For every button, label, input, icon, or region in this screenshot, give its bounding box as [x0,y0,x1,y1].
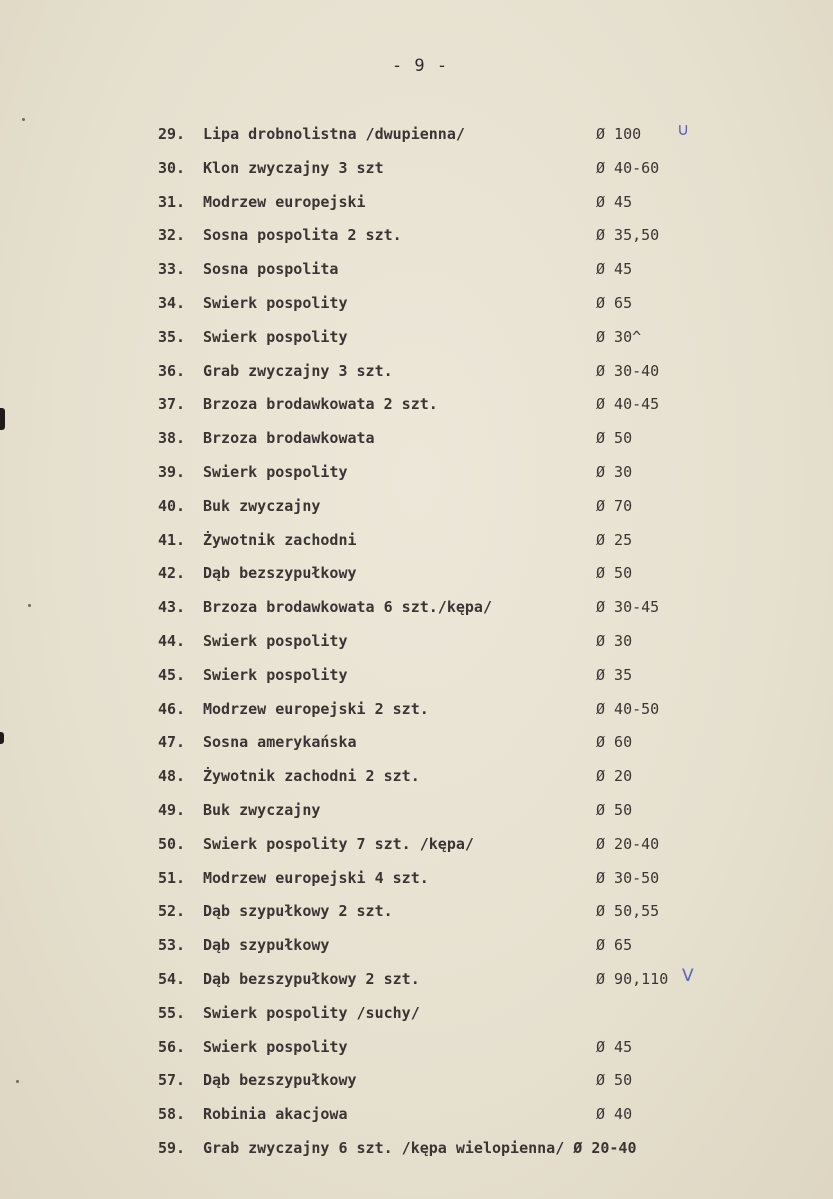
tree-species: Buk zwyczajny [203,497,321,515]
tree-species: Swierk pospolity [203,632,348,650]
tree-species: Swierk pospolity [203,294,348,312]
list-item [0,1137,833,1159]
list-item [0,934,833,956]
tree-species: Lipa drobnolistna /dwupienna/ [203,125,465,143]
item-number: 58. [158,1105,186,1123]
item-number: 55. [158,1004,186,1022]
list-item [0,157,833,179]
trunk-diameter: Ø 25 [596,531,633,549]
list-item [0,867,833,889]
item-number: 31. [158,193,186,211]
trunk-diameter: Ø 35,50 [596,226,660,244]
list-item [0,1103,833,1125]
trunk-diameter: Ø 100 [596,125,642,143]
list-item [0,731,833,753]
item-number: 36. [158,362,186,380]
trunk-diameter: Ø 45 [596,260,633,278]
item-number: 32. [158,226,186,244]
tree-species: Swierk pospolity /suchy/ [203,1004,420,1022]
tree-species: Brzoza brodawkowata 6 szt./kępa/ [203,598,492,616]
list-item [0,799,833,821]
paper-speck [16,1080,19,1083]
page-number: - 9 - [391,56,449,76]
list-item [0,360,833,382]
list-item [0,461,833,483]
tree-species: Swierk pospolity [203,328,348,346]
trunk-diameter: Ø 65 [596,936,633,954]
handwritten-check-mark: ∪ [677,120,690,140]
item-number: 35. [158,328,186,346]
list-item [0,224,833,246]
tree-species: Dąb bezszypułkowy [203,1071,357,1089]
item-number: 49. [158,801,186,819]
trunk-diameter: Ø 45 [596,1038,633,1056]
trunk-diameter: Ø 65 [596,294,633,312]
trunk-diameter: Ø 50 [596,801,633,819]
trunk-diameter: Ø 45 [596,193,633,211]
list-item [0,191,833,213]
list-item [0,968,833,990]
trunk-diameter: Ø 50 [596,1071,633,1089]
item-number: 51. [158,869,186,887]
tree-species: Sosna pospolita [203,260,339,278]
list-item [0,1002,833,1024]
list-item [0,292,833,314]
item-number: 50. [158,835,186,853]
tree-species: Swierk pospolity 7 szt. /kępa/ [203,835,474,853]
list-item [0,529,833,551]
list-item [0,630,833,652]
list-item [0,393,833,415]
tree-species: Żywotnik zachodni 2 szt. [203,767,420,785]
trunk-diameter: Ø 70 [596,497,633,515]
tree-species: Robinia akacjowa [203,1105,348,1123]
tree-species: Żywotnik zachodni [203,531,357,549]
item-number: 45. [158,666,186,684]
list-item [0,120,833,145]
item-number: 33. [158,260,186,278]
trunk-diameter: Ø 90,110 [596,970,669,988]
binding-hole-mark [0,732,4,744]
tree-species: Dąb szypułkowy [203,936,330,954]
binding-hole-mark [0,408,5,430]
item-number: 39. [158,463,186,481]
tree-species: Sosna amerykańska [203,733,357,751]
item-number: 56. [158,1038,186,1056]
item-number: 38. [158,429,186,447]
trunk-diameter: Ø 30 [596,632,633,650]
list-item [0,427,833,449]
trunk-diameter: Ø 40-60 [596,159,660,177]
tree-species: Swierk pospolity [203,463,348,481]
list-item [0,900,833,922]
tree-species: Brzoza brodawkowata [203,429,375,447]
list-item [0,596,833,618]
item-number: 46. [158,700,186,718]
trunk-diameter: Ø 30-50 [596,869,660,887]
item-number: 57. [158,1071,186,1089]
list-item [0,495,833,517]
trunk-diameter: Ø 50 [596,564,633,582]
list-item [0,698,833,720]
item-number: 53. [158,936,186,954]
trunk-diameter: Ø 20 [596,767,633,785]
item-number: 47. [158,733,186,751]
tree-species: Buk zwyczajny [203,801,321,819]
item-number: 42. [158,564,186,582]
item-number: 52. [158,902,186,920]
list-item [0,765,833,787]
trunk-diameter: Ø 30^ [596,328,642,346]
tree-species: Modrzew europejski 2 szt. [203,700,429,718]
trunk-diameter: Ø 50 [596,429,633,447]
item-number: 59. [158,1139,186,1157]
item-number: 41. [158,531,186,549]
tree-species: Swierk pospolity [203,666,348,684]
tree-species: Dąb bezszypułkowy [203,564,357,582]
item-number: 30. [158,159,186,177]
trunk-diameter: Ø 40-45 [596,395,660,413]
item-number: 54. [158,970,186,988]
tree-species: Klon zwyczajny 3 szt [203,159,384,177]
list-item [0,833,833,855]
trunk-diameter: Ø 35 [596,666,633,684]
list-item [0,562,833,584]
item-number: 48. [158,767,186,785]
tree-species: Brzoza brodawkowata 2 szt. [203,395,438,413]
item-number: 37. [158,395,186,413]
item-number: 44. [158,632,186,650]
trunk-diameter: Ø 30 [596,463,633,481]
paper-speck [28,604,31,607]
trunk-diameter: Ø 30-45 [596,598,660,616]
tree-species: Dąb bezszypułkowy 2 szt. [203,970,420,988]
handwritten-check-mark: V [682,966,694,986]
item-number: 29. [158,125,186,143]
list-item [0,1036,833,1058]
tree-species: Modrzew europejski [203,193,366,211]
list-item [0,1069,833,1091]
trunk-diameter: Ø 60 [596,733,633,751]
trunk-diameter: Ø 30-40 [596,362,660,380]
tree-species: Swierk pospolity [203,1038,348,1056]
trunk-diameter: Ø 20-40 [596,835,660,853]
tree-species: Sosna pospolita 2 szt. [203,226,402,244]
tree-species: Grab zwyczajny 3 szt. [203,362,393,380]
trunk-diameter: Ø 40 [596,1105,633,1123]
list-item [0,326,833,348]
paper-speck [22,118,25,121]
item-number: 43. [158,598,186,616]
item-number: 40. [158,497,186,515]
trunk-diameter: Ø 50,55 [596,902,660,920]
trunk-diameter: Ø 40-50 [596,700,660,718]
tree-species: Grab zwyczajny 6 szt. /kępa wielopienna/ Ø 20-40 [203,1139,637,1157]
tree-species: Modrzew europejski 4 szt. [203,869,429,887]
list-item [0,258,833,280]
tree-species: Dąb szypułkowy 2 szt. [203,902,393,920]
item-number: 34. [158,294,186,312]
list-item [0,664,833,686]
